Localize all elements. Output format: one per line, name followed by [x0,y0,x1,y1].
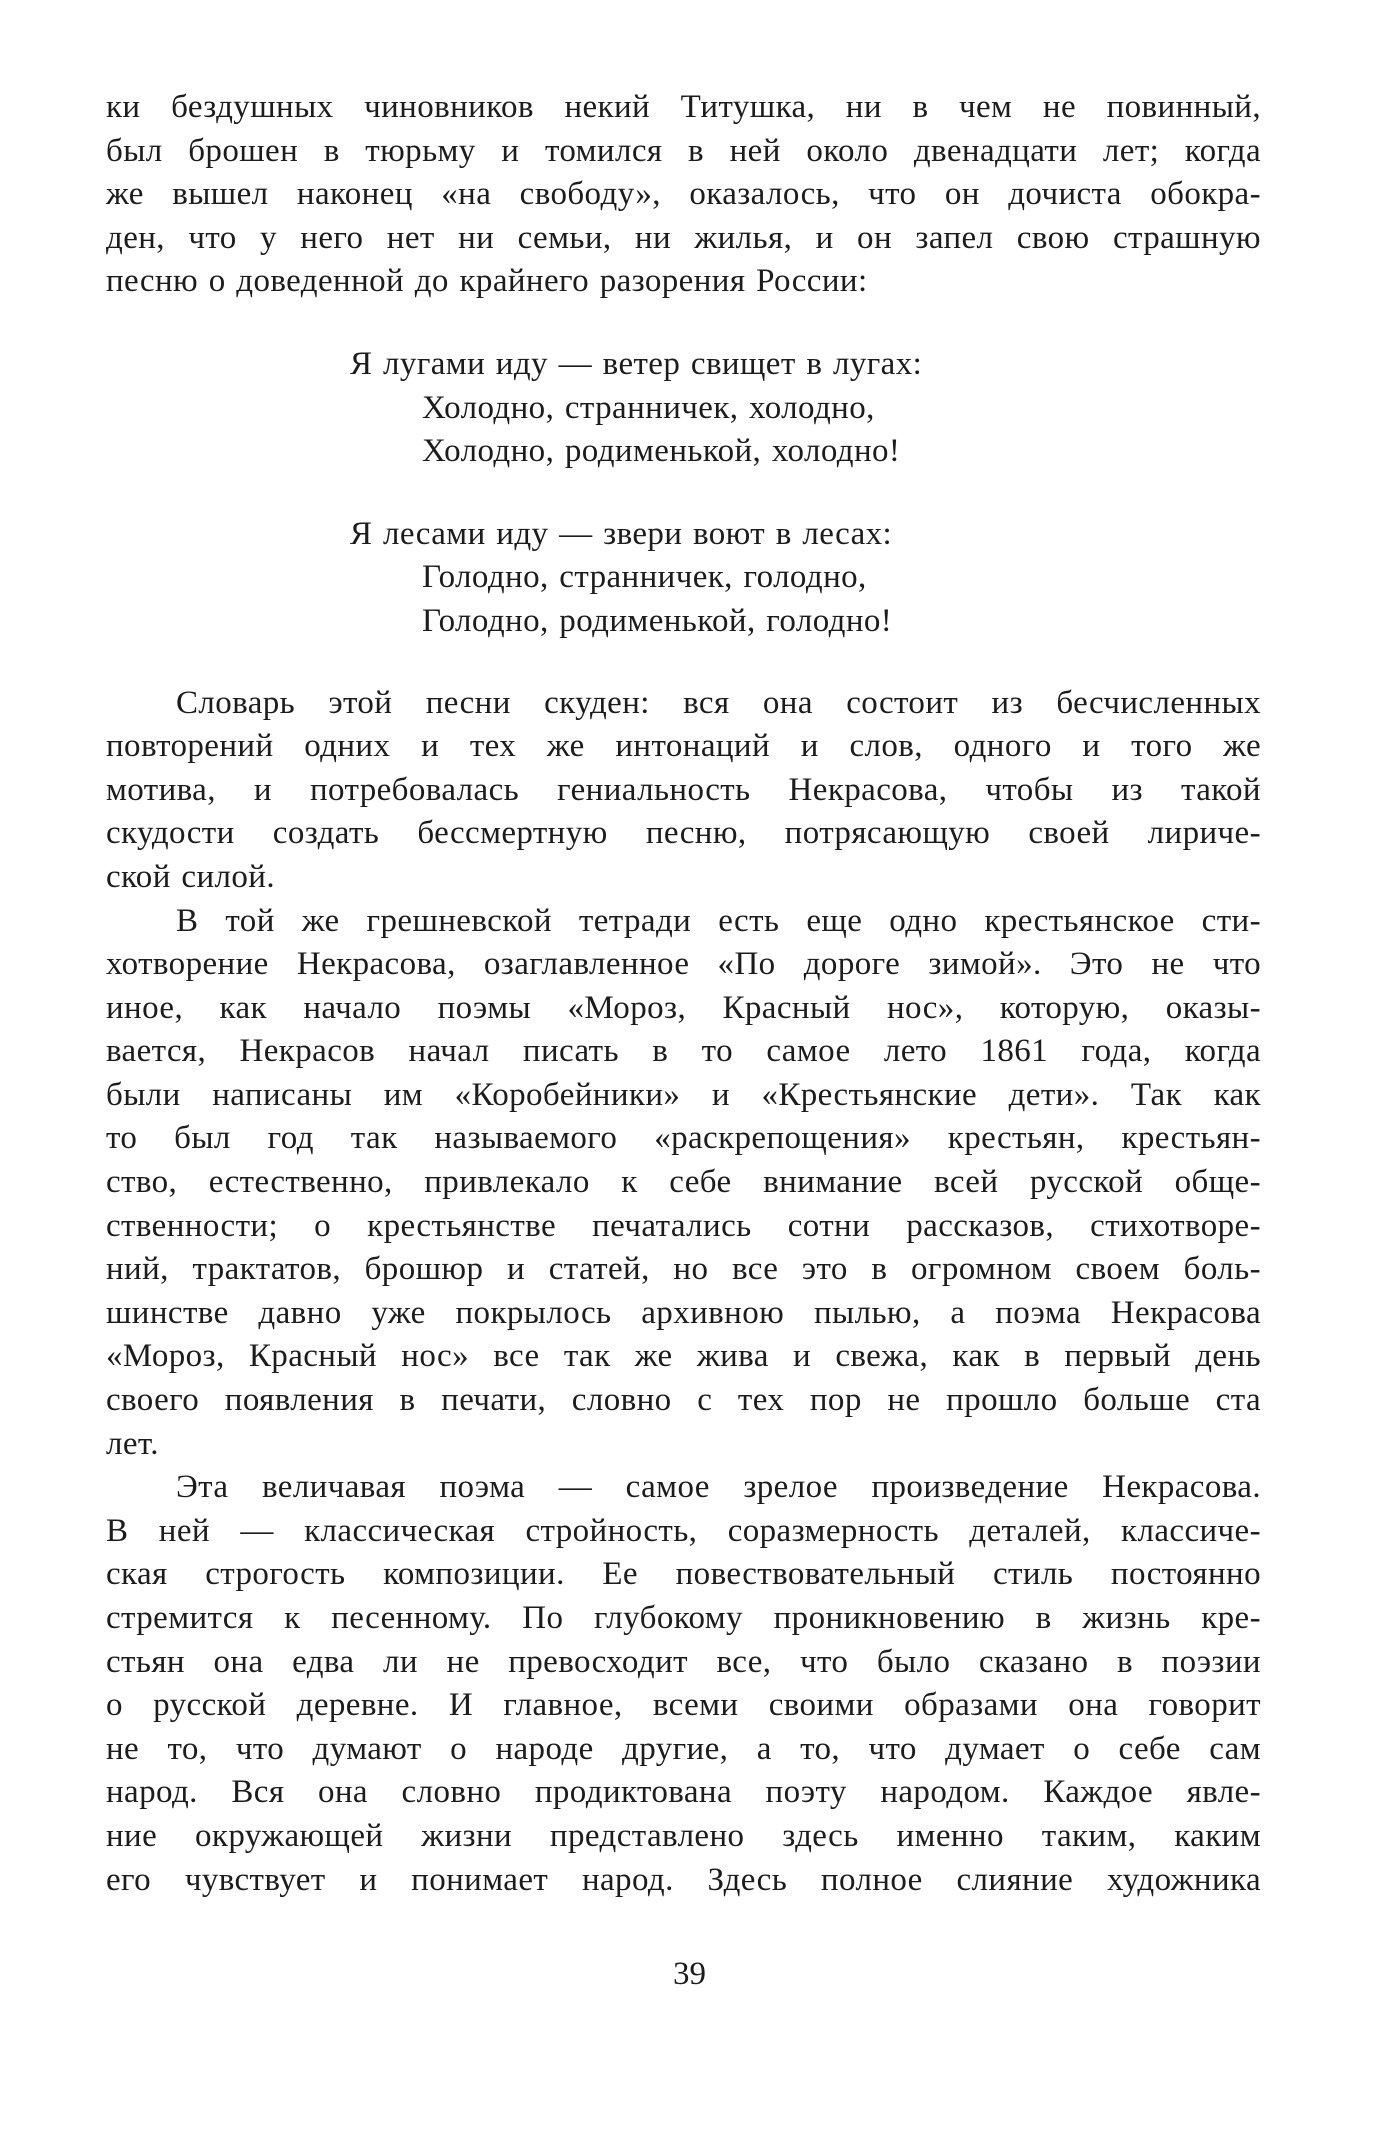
book-page [106,86,1261,1902]
text-line: ской силой. [106,858,275,895]
paragraph-notebook [106,900,1261,1467]
text-line: В той же грешневской тетради есть еще одно крестьянское сти- [176,902,1261,939]
text-line: стьян она едва ли не превосходит все, что было сказано в поэзии [106,1643,1261,1680]
paragraph-poem-analysis [106,1466,1261,1902]
verse-line: Я лесами иду — звери воют в лесах: [350,515,893,552]
text-line: лет. [106,1425,159,1462]
text-line: В ней — классическая стройность, соразмерность деталей, классиче- [106,1512,1261,1549]
text-line: мотива, и потребовалась гениальность Некрасова, чтобы из такой [106,771,1261,808]
text-line: своего появления в печати, словно с тех пор не прошло больше ста [106,1382,1261,1419]
verse-stanza-1 [350,343,1261,474]
text-line: «Мороз, Красный нос» все так же жива и свежа, как в первый день [106,1338,1261,1375]
text-line: ние окружающей жизни представлено здесь именно таким, каким [106,1817,1261,1854]
text-line: же вышел наконец «на свободу», оказалось, что он дочиста обокра- [106,176,1261,213]
verse-line: Я лугами иду — ветер свищет в лугах: [350,345,923,382]
text-line: не то, что думают о народе другие, а то, что думает о себе сам [106,1730,1261,1767]
text-line: о русской деревне. И главное, всеми своими образами она говорит [106,1687,1261,1724]
text-line: шинстве давно уже покрылось архивною пылью, а поэма Некрасова [106,1294,1261,1331]
text-line: был брошен в тюрьму и томился в ней около двенадцати лет; когда [106,132,1261,169]
text-line: его чувствует и понимает народ. Здесь полное слияние художника [106,1861,1261,1898]
text-line: скудости создать бессмертную песню, потрясающую своей лириче- [106,815,1261,852]
verse-line: Голодно, странничек, голодно, [422,559,867,596]
text-line: ственности; о крестьянстве печатались сотни рассказов, стихотворе- [106,1207,1261,1244]
paragraph-vocabulary [106,682,1261,900]
verse-stanza-2 [350,513,1261,644]
text-line: ство, естественно, привлекало к себе внимание всей русской обще- [106,1164,1261,1201]
verse-line: Холодно, странничек, холодно, [422,389,875,426]
text-line: песню о доведенной до крайнего разорения России: [106,263,868,300]
text-line: народ. Вся она словно продиктована поэту народом. Каждое явле- [106,1774,1261,1811]
text-line: вается, Некрасов начал писать в то самое лето 1861 года, когда [106,1033,1261,1070]
page-number: 39 [673,1956,706,1992]
text-line: были написаны им «Коробейники» и «Крестьянские дети». Так как [106,1076,1261,1113]
text-line: Эта величавая поэма — самое зрелое произведение Некрасова. [176,1469,1261,1506]
text-line: то был год так называемого «раскрепощения» крестьян, крестьян- [106,1120,1261,1157]
text-line: ний, трактатов, брошюр и статей, но все это в огромном своем боль- [106,1251,1261,1288]
verse-line: Голодно, родименькой, голодно! [422,602,893,639]
text-line: ден, что у него нет ни семьи, ни жилья, и он запел свою страшную [106,219,1261,256]
text-line: ки бездушных чиновников некий Титушка, ни в чем не повинный, [106,89,1261,125]
text-line: Словарь этой песни скуден: вся она состоит из бесчисленных [176,684,1261,721]
text-line: стремится к песенному. По глубокому проникновению в жизнь кре- [106,1600,1261,1636]
text-line: повторений одних и тех же интонаций и слов, одного и того же [106,728,1261,765]
verse-line: Холодно, родименькой, холодно! [422,433,901,470]
text-line: хотворение Некрасова, озаглавленное «По дороге зимой». Это не что [106,946,1261,983]
text-line: ская строгость композиции. Ее повествовательный стиль постоянно [106,1556,1261,1593]
verse-quote [106,343,1261,644]
text-line: иное, как начало поэмы «Мороз, Красный нос», которую, оказы- [106,989,1261,1026]
paragraph-continuation [106,86,1261,304]
